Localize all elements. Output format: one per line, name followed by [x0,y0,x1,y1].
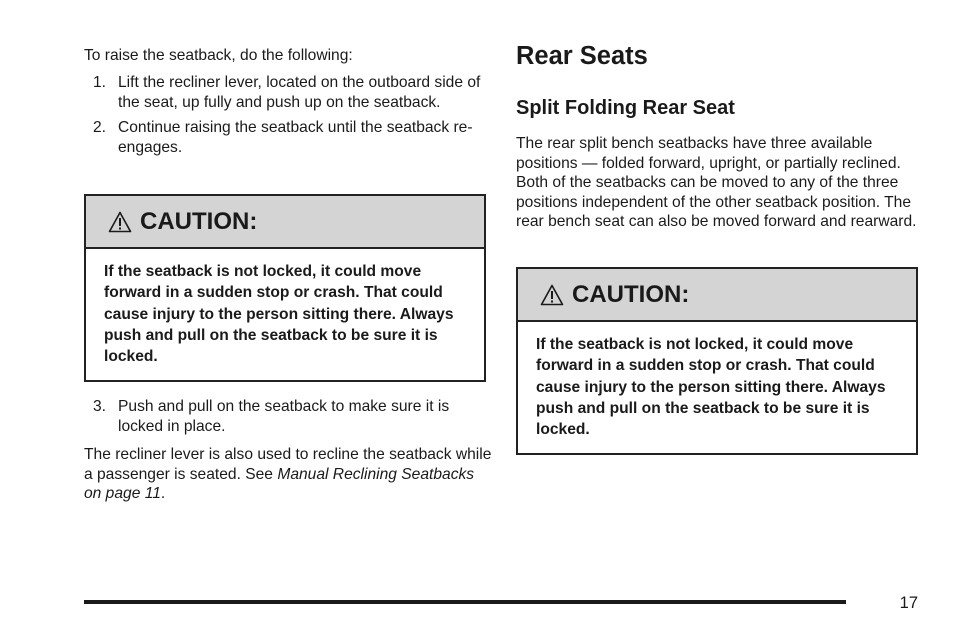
caution-title: CAUTION: [140,207,258,235]
warning-triangle-icon [540,284,564,306]
intro-text: To raise the seatback, do the following: [84,47,353,64]
caution-box [84,194,486,382]
page-number: 17 [899,594,918,612]
step-number: 1. [93,74,107,91]
warning-triangle-icon [108,211,132,233]
caution-header [86,196,484,249]
steps-list [84,73,488,157]
caution-title: CAUTION: [572,280,690,308]
caution-body: If the seatback is not locked, it could move forward in a sudden stop or crash. That could cause injury to the person sitting there. Always push and pull on the seatback to be sure it is locked. [536,336,886,439]
caution-box [516,267,918,455]
cross-reference-link[interactable]: Manual Reclining Seatbacks on page 11 [84,465,475,502]
recliner-text: The recliner lever is also used to recline the seatback while a passenger is seated. See [84,446,492,483]
caution-header [518,269,916,322]
caution-body: If the seatback is not locked, it could move forward in a sudden stop or crash. That could cause injury to the person sitting there. Always push and pull on the seatback to be sure it is locked. [104,263,454,366]
description-paragraph: The rear split bench seatbacks have three available positions — folded forward, upright, or partially reclined. Both of the seatbacks can be moved to any of the three positions independent of the other seatback position. The rear bench seat can also be moved forward and rearward. [516,135,917,230]
list-item [84,118,488,157]
footer-rule [84,600,846,604]
step-number: 2. [93,119,107,136]
section-heading: Rear Seats [516,42,648,70]
step-text: Lift the recliner lever, located on the outboard side of the seat, up fully and push up on the seatback. [118,74,481,111]
steps-list [84,397,488,436]
list-item [84,73,488,112]
subsection-heading: Split Folding Rear Seat [516,97,735,119]
step-text: Continue raising the seatback until the seatback re-engages. [118,119,473,156]
step-number: 3. [93,398,107,415]
recliner-end: . [160,485,166,502]
step-text: Push and pull on the seatback to make sure it is locked in place. [118,398,450,435]
list-item [84,397,488,436]
recliner-paragraph [84,445,494,504]
